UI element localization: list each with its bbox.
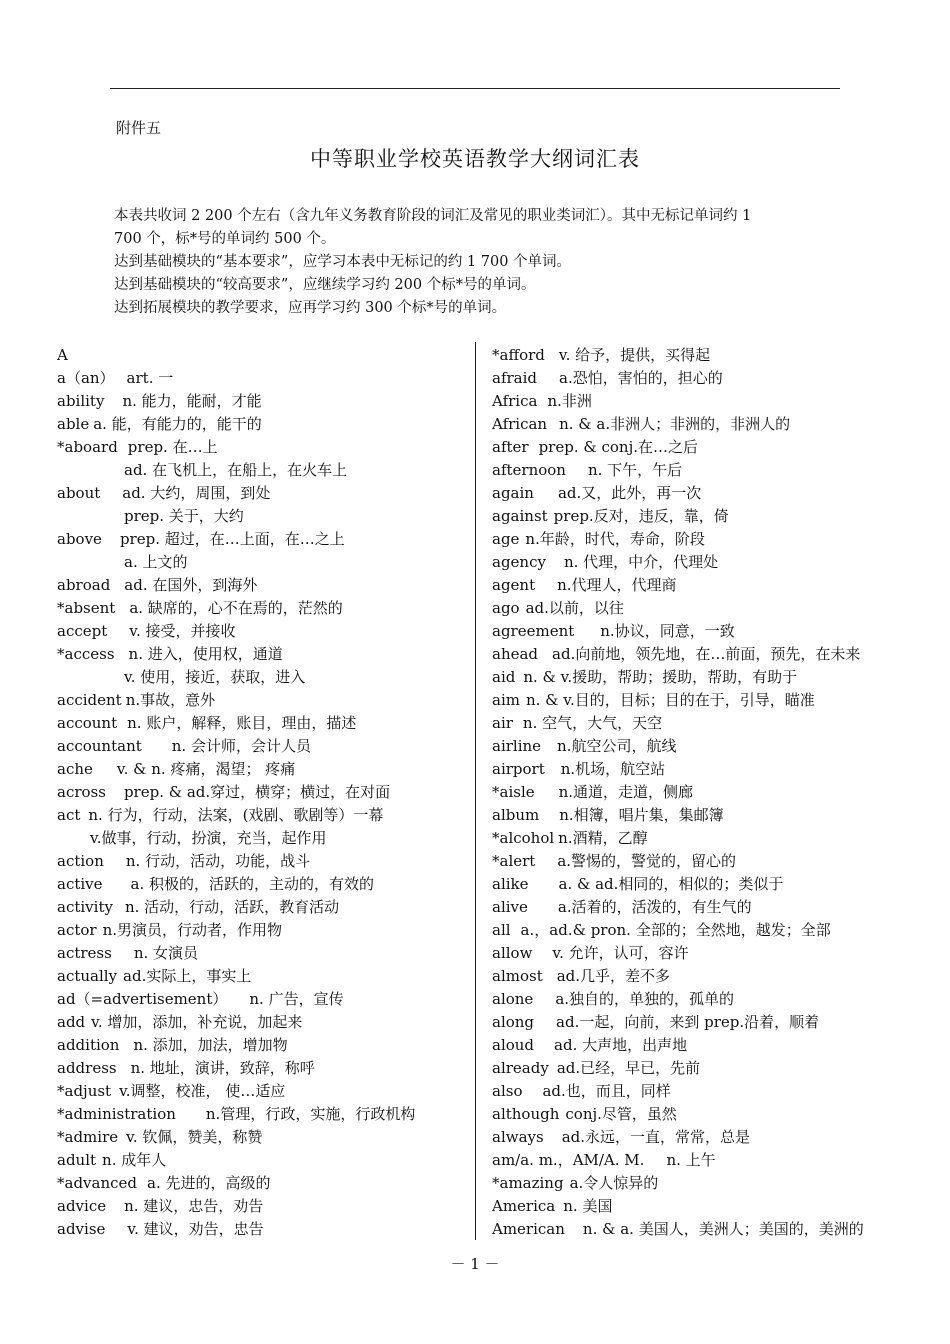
headword: airport xyxy=(492,760,545,778)
definition: ad.又，此外，再一次 xyxy=(557,484,702,502)
vocab-entry xyxy=(57,367,467,390)
vocab-entry xyxy=(57,873,467,896)
headword: afraid xyxy=(492,369,538,387)
headword: alone xyxy=(492,990,534,1008)
headword: Africa xyxy=(492,392,538,410)
vocab-entry xyxy=(492,436,912,459)
vocab-entry xyxy=(492,1080,912,1103)
vocab-entry xyxy=(57,1149,467,1172)
definition: n. & a. 美国人，美洲人；美国的，美洲的 xyxy=(582,1220,864,1238)
definition: n. 广告，宣传 xyxy=(249,990,344,1008)
vocab-entry xyxy=(57,781,467,804)
definition: n. 成年人 xyxy=(102,1151,167,1169)
definition: n. 代理，中介，代理处 xyxy=(563,553,719,571)
headword: *amazing xyxy=(492,1174,564,1192)
headword: age xyxy=(492,530,520,548)
headword: all xyxy=(492,921,511,939)
vocab-entry xyxy=(492,1172,912,1195)
definition: n.非洲 xyxy=(547,392,592,410)
headword: actually xyxy=(57,967,118,985)
vocab-entry xyxy=(492,1057,912,1080)
headword: advise xyxy=(57,1220,106,1238)
vocab-entry xyxy=(492,574,912,597)
headword: advice xyxy=(57,1197,107,1215)
attachment-label: 附件五 xyxy=(116,119,162,137)
definition: n. 上午 xyxy=(666,1151,716,1169)
headword: African xyxy=(492,415,548,433)
definition: n. 女演员 xyxy=(133,944,199,962)
definition: a.恐怕，害怕的，担心的 xyxy=(559,369,723,387)
headword: ad（=advertisement） xyxy=(57,990,228,1008)
definition: n. 添加，加法，增加物 xyxy=(133,1036,288,1054)
headword: *alcohol xyxy=(492,829,555,847)
definition: ad. 大声地，出声地 xyxy=(554,1036,688,1054)
vocab-entry xyxy=(57,643,467,666)
headword: aloud xyxy=(492,1036,535,1054)
headword: *admire xyxy=(57,1128,119,1146)
headword: against xyxy=(492,507,548,525)
intro-line: 700 个，标*号的单词约 500 个。 xyxy=(114,231,336,247)
vocab-entry xyxy=(492,1218,912,1241)
headword: aid xyxy=(492,668,516,686)
vocab-entry xyxy=(57,597,467,620)
definition: ad.也，而且，同样 xyxy=(542,1082,671,1100)
headword: addition xyxy=(57,1036,120,1054)
vocab-entry xyxy=(492,735,912,758)
definition: prep. 关于，大约 xyxy=(124,507,244,525)
headword: again xyxy=(492,484,534,502)
definition: prep. 在…上 xyxy=(127,438,218,456)
headword: also xyxy=(492,1082,523,1100)
vocab-entry xyxy=(492,1126,912,1149)
headword: *aisle xyxy=(492,783,535,801)
vocab-entry xyxy=(57,344,467,367)
definition: a.警惕的，警觉的，留心的 xyxy=(557,852,737,870)
vocab-entry xyxy=(492,551,912,574)
headword: am/a. m.，AM/A. M. xyxy=(492,1151,645,1169)
definition: ad.一起，向前，来到 prep.沿着，顺着 xyxy=(556,1013,820,1031)
vocab-entry xyxy=(492,1103,912,1126)
definition: ad.以前，以往 xyxy=(525,599,624,617)
headword: along xyxy=(492,1013,535,1031)
headword: *alert xyxy=(492,852,536,870)
definition: v. 增加，添加，补充说，加起来 xyxy=(91,1013,303,1031)
intro-line: 本表共收词 2 200 个左右（含九年义务教育阶段的词汇及常见的职业类词汇）。其中无标记单词约 1 xyxy=(114,208,752,224)
definition: ad.几乎，差不多 xyxy=(556,967,671,985)
headword: abroad xyxy=(57,576,111,594)
vocab-entry xyxy=(57,942,467,965)
vocab-entry xyxy=(492,1011,912,1034)
headword: airline xyxy=(492,737,542,755)
vocab-entry xyxy=(57,413,467,436)
headword: actor xyxy=(57,921,97,939)
vocab-entry xyxy=(57,804,467,827)
definition: n. 账户，解释，账目，理由，描述 xyxy=(127,714,357,732)
definition: v. & n. 疼痛，渴望； 疼痛 xyxy=(116,760,296,778)
definition: prep. & ad.穿过，横穿；横过，在对面 xyxy=(123,783,391,801)
definition: a. 能，有能力的，能干的 xyxy=(93,415,262,433)
intro-line: 达到拓展模块的教学要求，应再学习约 300 个标*号的单词。 xyxy=(114,300,507,316)
definition: v. 钦佩，赞美，称赞 xyxy=(126,1128,263,1146)
definition: n. 空气，大气，天空 xyxy=(522,714,663,732)
definition: prep. & conj.在…之后 xyxy=(538,438,698,456)
definition: n.代理人，代理商 xyxy=(557,576,677,594)
vocab-entry xyxy=(492,896,912,919)
headword: after xyxy=(492,438,529,456)
definition: v. 接受，并接收 xyxy=(129,622,236,640)
column-divider xyxy=(475,342,476,1240)
vocab-entry xyxy=(57,551,467,574)
definition: n.通道，走道，侧廊 xyxy=(558,783,694,801)
vocab-entry xyxy=(492,873,912,896)
definition: v.做事，行动，扮演，充当，起作用 xyxy=(90,829,327,847)
vocab-entry xyxy=(492,528,912,551)
vocab-column-left xyxy=(57,344,467,1241)
definition: n.事故，意外 xyxy=(125,691,216,709)
vocab-entry xyxy=(57,1172,467,1195)
vocab-entry xyxy=(57,505,467,528)
headword: *access xyxy=(57,645,115,663)
vocab-entry xyxy=(57,712,467,735)
vocab-entry xyxy=(492,942,912,965)
headword: accountant xyxy=(57,737,142,755)
headword: add xyxy=(57,1013,86,1031)
headword: America xyxy=(492,1197,556,1215)
vocab-entry xyxy=(492,758,912,781)
vocab-entry xyxy=(492,1195,912,1218)
vocab-entry xyxy=(57,436,467,459)
vocab-column-right xyxy=(492,344,912,1241)
vocab-entry xyxy=(57,735,467,758)
headword: always xyxy=(492,1128,544,1146)
vocab-entry xyxy=(492,367,912,390)
vocab-entry xyxy=(57,390,467,413)
vocab-entry xyxy=(57,459,467,482)
headword: agency xyxy=(492,553,546,571)
definition: v. 允许，认可，容许 xyxy=(552,944,689,962)
vocab-entry xyxy=(57,528,467,551)
definition: n.机场，航空站 xyxy=(560,760,666,778)
vocab-entry xyxy=(57,827,467,850)
vocab-entry xyxy=(57,1195,467,1218)
vocab-entry xyxy=(492,390,912,413)
document-title: 中等职业学校英语教学大纲词汇表 xyxy=(310,147,640,171)
headword: ache xyxy=(57,760,93,778)
headword: *absent xyxy=(57,599,116,617)
headword: alive xyxy=(492,898,528,916)
vocab-entry xyxy=(492,689,912,712)
vocab-entry xyxy=(57,850,467,873)
definition: n. 行动，活动，功能，战斗 xyxy=(125,852,311,870)
vocab-entry xyxy=(492,597,912,620)
vocab-entry xyxy=(492,965,912,988)
vocab-entry xyxy=(492,781,912,804)
headword: about xyxy=(57,484,101,502)
definition: n. 进入，使用权，通道 xyxy=(128,645,283,663)
vocab-entry xyxy=(57,896,467,919)
headword: above xyxy=(57,530,102,548)
definition: n.酒精，乙醇 xyxy=(558,829,648,847)
headword: *aboard xyxy=(57,438,118,456)
definition: n. 下午，午后 xyxy=(587,461,683,479)
headword: *afford xyxy=(492,346,545,364)
definition: n. 活动，行动，活跃，教育活动 xyxy=(124,898,340,916)
headword: allow xyxy=(492,944,533,962)
headword: act xyxy=(57,806,81,824)
headword: *administration xyxy=(57,1105,176,1123)
vocab-entry xyxy=(57,1126,467,1149)
headword: alike xyxy=(492,875,529,893)
vocab-entry xyxy=(492,850,912,873)
headword: across xyxy=(57,783,106,801)
vocab-entry xyxy=(492,666,912,689)
headword: ago xyxy=(492,599,520,617)
definition: n. 能力，能耐，才能 xyxy=(122,392,262,410)
definition: ad.永远，一直，常常，总是 xyxy=(561,1128,751,1146)
definition: prep.反对，违反，靠，倚 xyxy=(553,507,729,525)
headword: agreement xyxy=(492,622,575,640)
definition: ad. 在飞机上，在船上，在火车上 xyxy=(124,461,348,479)
definition: n. 建议，忠告，劝告 xyxy=(124,1197,264,1215)
headword: accept xyxy=(57,622,108,640)
headword: already xyxy=(492,1059,549,1077)
vocab-entry xyxy=(57,574,467,597)
headword: although xyxy=(492,1105,560,1123)
vocab-entry xyxy=(492,827,912,850)
vocab-entry xyxy=(492,804,912,827)
headword: afternoon xyxy=(492,461,566,479)
headword: a（an） xyxy=(57,369,115,387)
definition: n.管理，行政，实施，行政机构 xyxy=(205,1105,416,1123)
vocab-entry xyxy=(57,1057,467,1080)
definition: a. 缺席的，心不在焉的，茫然的 xyxy=(129,599,343,617)
vocab-entry xyxy=(492,1034,912,1057)
headword: able xyxy=(57,415,90,433)
vocab-entry xyxy=(492,712,912,735)
definition: ad.已经，早已，先前 xyxy=(556,1059,701,1077)
headword: ahead xyxy=(492,645,539,663)
definition: a. 积极的，活跃的，主动的，有效的 xyxy=(130,875,375,893)
headword: *advanced xyxy=(57,1174,138,1192)
definition: a.令人惊异的 xyxy=(569,1174,659,1192)
definition: n. 会计师，会计人员 xyxy=(171,737,311,755)
definition: v. 给予，提供，买得起 xyxy=(558,346,711,364)
definition: n.协议，同意，一致 xyxy=(600,622,735,640)
vocab-entry xyxy=(57,1103,467,1126)
vocab-entry xyxy=(57,1080,467,1103)
definition: a.活着的，活泼的，有生气的 xyxy=(557,898,752,916)
definition: v.调整，校准， 使…适应 xyxy=(119,1082,286,1100)
definition: n. & v.援助，帮助；援助，帮助，有助于 xyxy=(523,668,798,686)
header-rule xyxy=(110,88,840,89)
definition: v. 使用，接近，获取，进入 xyxy=(124,668,306,686)
headword: *adjust xyxy=(57,1082,112,1100)
definition: ad.实际上，事实上 xyxy=(123,967,252,985)
definition: a. 先进的，高级的 xyxy=(147,1174,271,1192)
definition: n.年龄，时代，寿命，阶段 xyxy=(525,530,705,548)
headword: address xyxy=(57,1059,117,1077)
definition: ad. 大约，周围，到处 xyxy=(122,484,271,502)
vocab-entry xyxy=(492,988,912,1011)
definition: a.独自的，单独的，孤单的 xyxy=(555,990,735,1008)
definition: a. 上文的 xyxy=(124,553,188,571)
vocab-entry xyxy=(492,919,912,942)
headword: activity xyxy=(57,898,113,916)
definition: n.航空公司，航线 xyxy=(557,737,677,755)
headword: active xyxy=(57,875,103,893)
headword: account xyxy=(57,714,118,732)
headword: adult xyxy=(57,1151,97,1169)
definition: n.男演员，行动者，作用物 xyxy=(102,921,283,939)
headword: almost xyxy=(492,967,543,985)
definition: n. 行为，行动，法案，(戏剧、歌剧等）一幕 xyxy=(88,806,384,824)
vocab-entry xyxy=(57,1011,467,1034)
vocab-entry xyxy=(57,758,467,781)
definition: a.，ad.& pron. 全部的；全然地，越发；全部 xyxy=(520,921,831,939)
page-number: － 1 － xyxy=(450,1255,500,1273)
definition: n.相簿，唱片集，集邮簿 xyxy=(559,806,724,824)
vocab-entry xyxy=(492,344,912,367)
vocab-entry xyxy=(492,413,912,436)
vocab-entry xyxy=(57,988,467,1011)
definition: conj.尽管，虽然 xyxy=(565,1105,677,1123)
definition: n. 美国 xyxy=(563,1197,613,1215)
headword: ability xyxy=(57,392,105,410)
vocab-entry xyxy=(57,482,467,505)
vocab-entry xyxy=(492,482,912,505)
vocab-entry xyxy=(57,919,467,942)
definition: n. 地址，演讲，致辞，称呼 xyxy=(130,1059,315,1077)
intro-line: 达到基础模块的“较高要求”，应继续学习约 200 个标*号的单词。 xyxy=(114,277,536,293)
headword: album xyxy=(492,806,540,824)
headword: American xyxy=(492,1220,565,1238)
headword: A xyxy=(57,346,68,364)
vocab-entry xyxy=(57,1034,467,1057)
headword: actress xyxy=(57,944,112,962)
vocab-entry xyxy=(57,689,467,712)
definition: v. 建议，劝告，忠告 xyxy=(127,1220,264,1238)
headword: agent xyxy=(492,576,536,594)
vocab-entry xyxy=(492,505,912,528)
vocab-entry xyxy=(492,1149,912,1172)
definition: art. 一 xyxy=(126,369,174,387)
headword: accident xyxy=(57,691,122,709)
definition: prep. 超过，在…上面，在…之上 xyxy=(119,530,345,548)
headword: aim xyxy=(492,691,520,709)
vocab-entry xyxy=(492,620,912,643)
intro-paragraph xyxy=(114,205,844,320)
vocab-entry xyxy=(57,666,467,689)
definition: n. & a.非洲人；非洲的，非洲人的 xyxy=(559,415,791,433)
vocab-entry xyxy=(57,965,467,988)
definition: ad. 在国外，到海外 xyxy=(124,576,258,594)
definition: n. & v.目的，目标；目的在于，引导，瞄准 xyxy=(525,691,815,709)
headword: action xyxy=(57,852,104,870)
vocab-entry xyxy=(57,620,467,643)
definition: ad.向前地，领先地，在…前面，预先，在未来 xyxy=(552,645,861,663)
headword: air xyxy=(492,714,513,732)
definition: a. & ad.相同的，相似的；类似于 xyxy=(558,875,784,893)
vocab-entry xyxy=(57,1218,467,1241)
vocab-entry xyxy=(492,643,912,666)
vocab-entry xyxy=(492,459,912,482)
intro-line: 达到基础模块的“基本要求”，应学习本表中无标记的约 1 700 个单词。 xyxy=(114,254,572,270)
